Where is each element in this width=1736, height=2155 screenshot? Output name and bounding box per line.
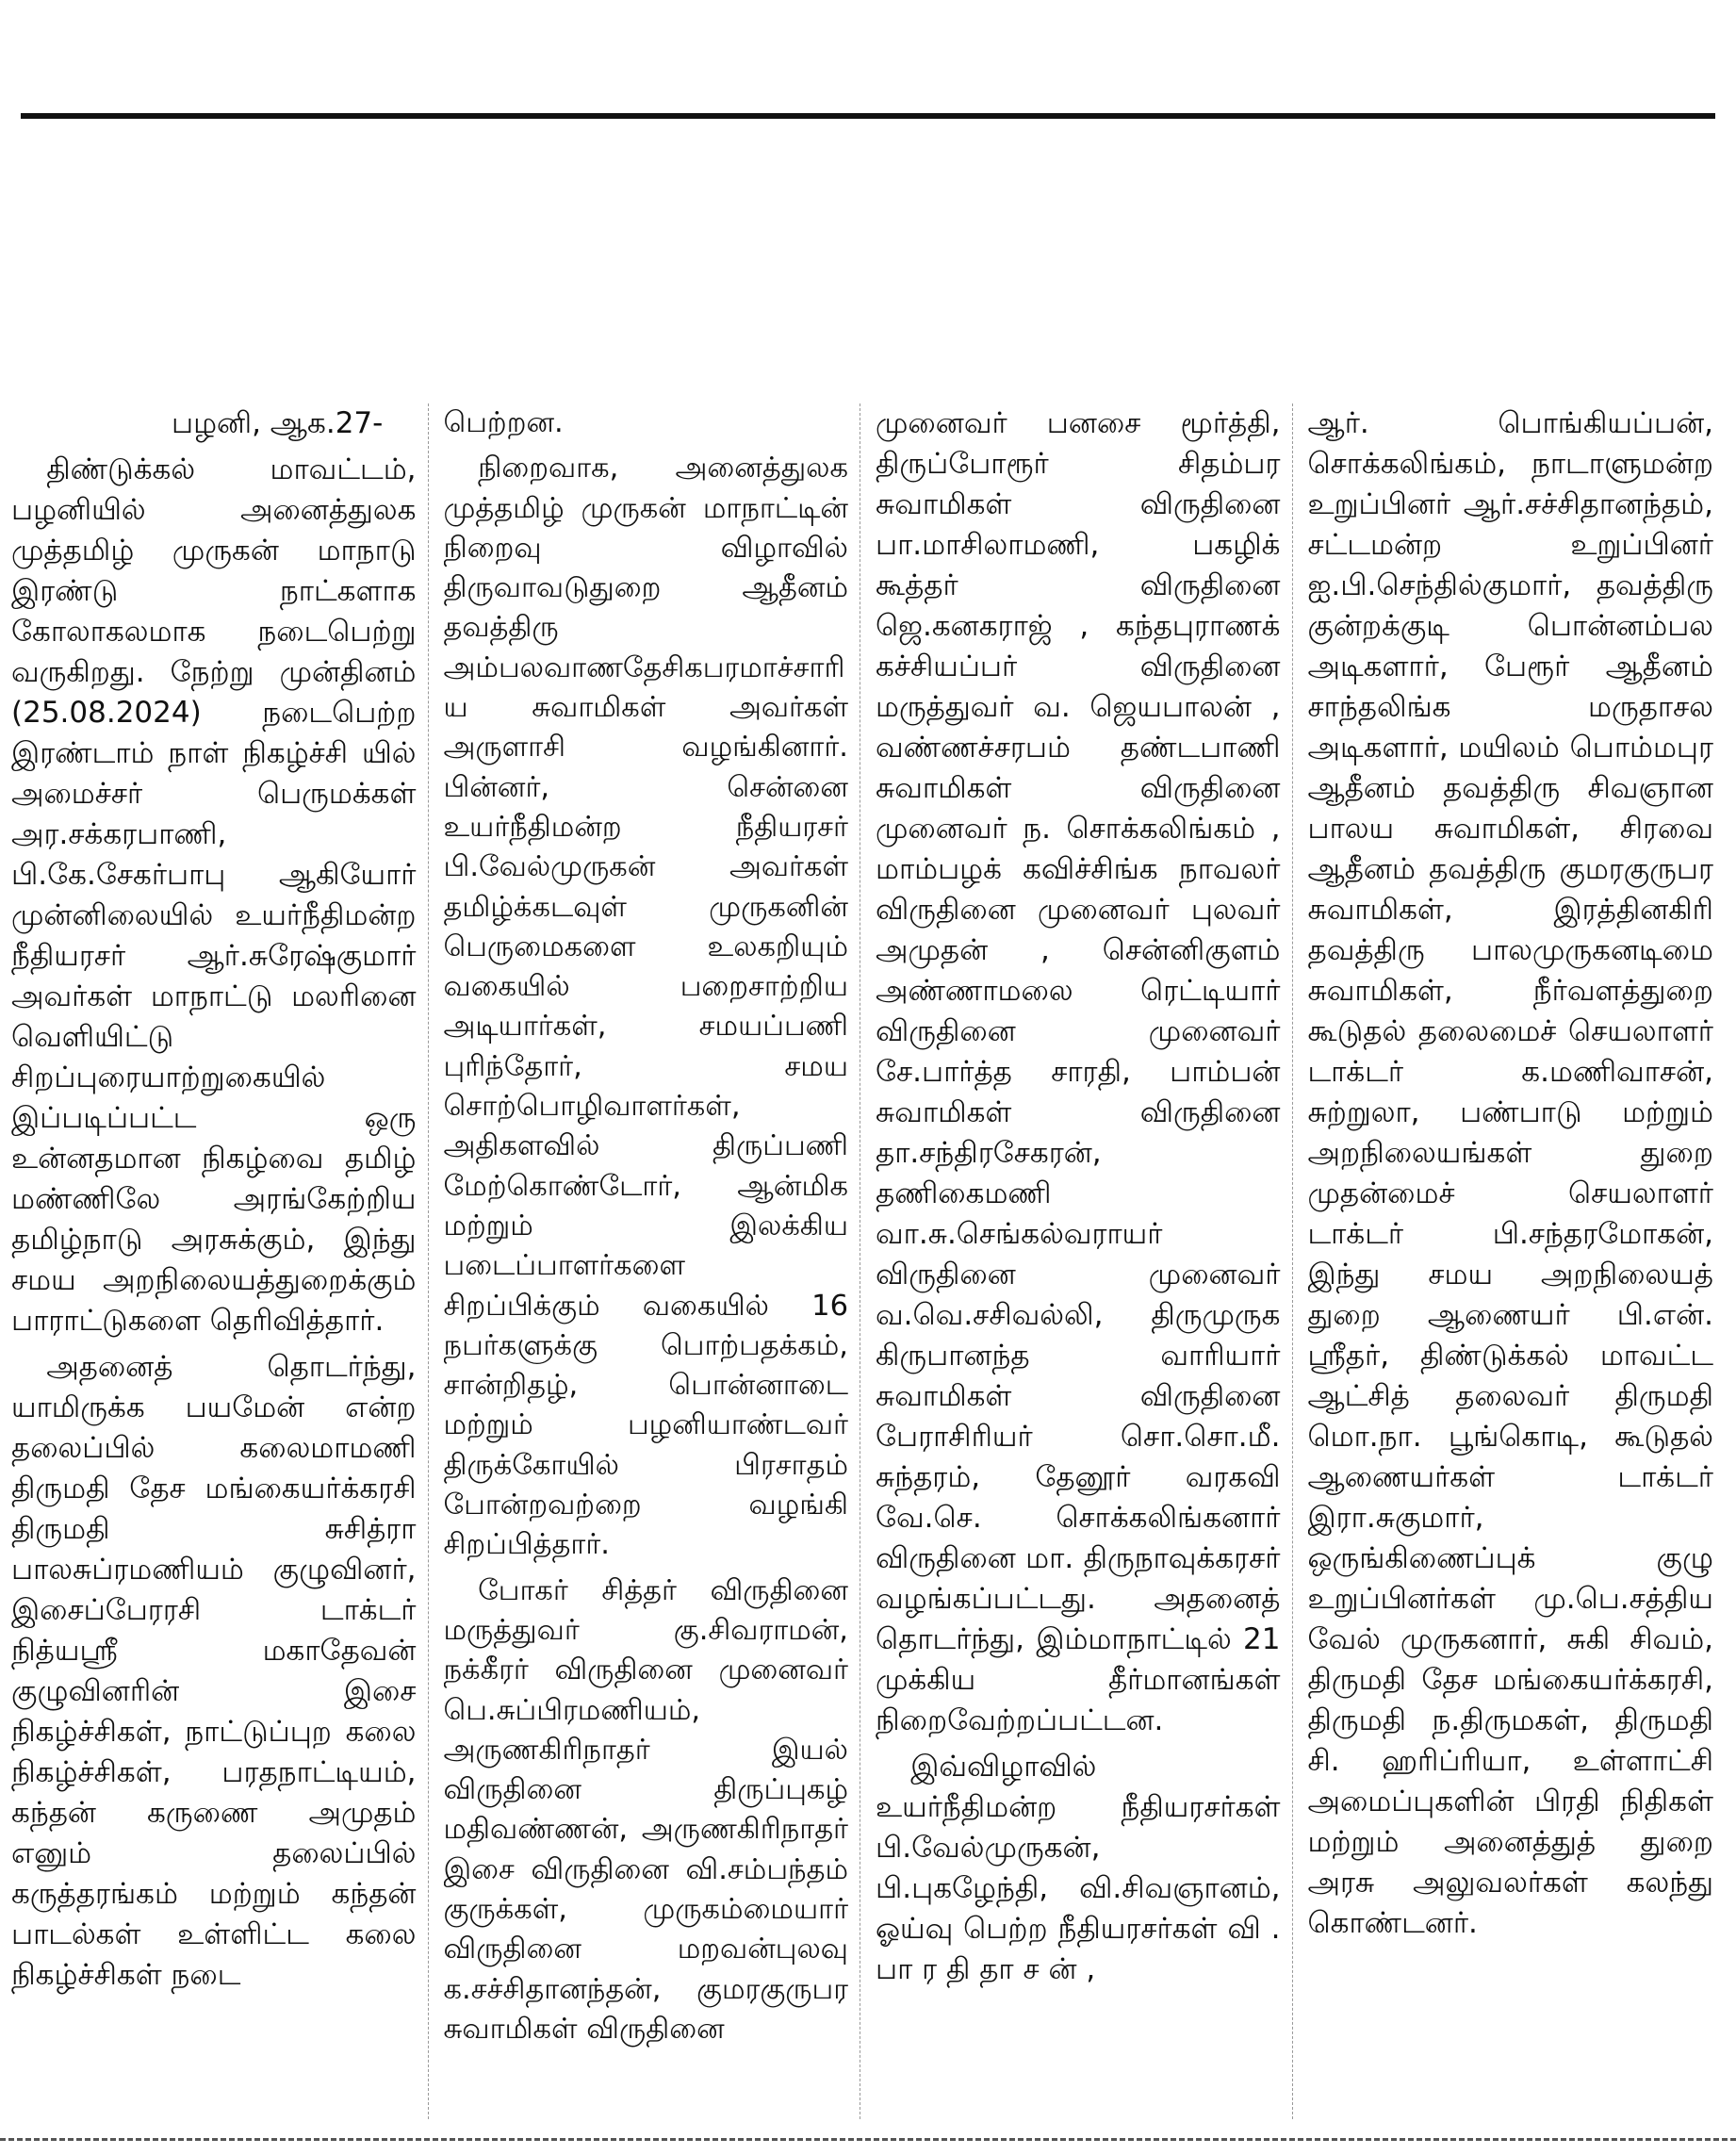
dateline: பழனி, ஆக.27- bbox=[172, 406, 384, 440]
headline-sub bbox=[0, 300, 1736, 394]
article-column-3 bbox=[876, 403, 1293, 2119]
paragraph: முனைவர் பனசை மூர்த்தி, திருப்போரூர் சிதம்பர சுவாமிகள் விருதினை பா.மாசிலாமணி, பகழிக் கூத்தர் விருதினை ஜெ.கனகராஜ் , கந்தபுராணக் கச்சியப்பர் விருதினை மருத்துவர் வ. ஜெயபாலன் , வண்ணச்சரபம் தண்டபாணி சுவாமிகள் விருதினை முனைவர் ந. சொக்கலிங்கம் , மாம்பழக் கவிச்சிங்க நாவலர் விருதினை முனைவர் புலவர் அமுதன் , சென்னிகுளம் அண்ணாமலை ரெட்டியார் விருதினை முனைவர் சே.பார்த்த சாரதி, பாம்பன் சுவாமிகள் விருதினை தா.சந்திரசேகரன், தணிகைமணி வா.சு.செங்கல்வராயர் விருதினை முனைவர் வ.வெ.சசிவல்லி, திருமுருக கிருபானந்த வாரியார் சுவாமிகள் விருதினை பேராசிரியர் சொ.சொ.மீ. சுந்தரம், தேனூர் வரகவி வே.செ. சொக்கலிங்கனார் விருதினை மா. திருநாவுக்கரசர் வழங்கப்பட்டது. அதனைத் தொடர்ந்து, இம்மாநாட்டில் 21 முக்கிய தீர்மானங்கள் நிறைவேற்றப்பட்டன. bbox=[876, 406, 1281, 1737]
article-column-4 bbox=[1308, 403, 1726, 2119]
paragraph: ஆர். பொங்கியப்பன், சொக்கலிங்கம், நாடாளுமன்ற உறுப்பினர் ஆர்.சச்சிதானந்தம், சட்டமன்ற உறுப்பினர் ஐ.பி.செந்தில்குமார், தவத்திரு குன்றக்குடி பொன்னம்பல அடிகளார், பேரூர் ஆதீனம் சாந்தலிங்க மருதாசல அடிகளார், மயிலம் பொம்மபுர ஆதீனம் தவத்திரு சிவஞான பாலய சுவாமிகள், சிரவை ஆதீனம் தவத்திரு குமரகுருபர சுவாமிகள், இரத்தினகிரி தவத்திரு பாலமுருகனடிமை சுவாமிகள், நீர்வளத்துறை கூடுதல் தலைமைச் செயலாளர் டாக்டர் க.மணிவாசன், சுற்றுலா, பண்பாடு மற்றும் அறநிலையங்கள் துறை முதன்மைச் செயலாளர் டாக்டர் பி.சந்தரமோகன், இந்து சமய அறநிலையத் துறை ஆணையர் பி.என். ஸ்ரீதர், திண்டுக்கல் மாவட்ட ஆட்சித் தலைவர் திருமதி மொ.நா. பூங்கொடி, கூடுதல் ஆணையர்கள் டாக்டர் இரா.சுகுமார், ஒருங்கிணைப்புக் குழு உறுப்பினர்கள் மு.பெ.சத்திய வேல் முருகனார், சுகி சிவம், திருமதி தேச மங்கையர்க்கரசி, திருமதி ந.திருமகள், திருமதி சி. ஹரிப்ரியா, உள்ளாட்சி அமைப்புகளின் பிரதி நிதிகள் மற்றும் அனைத்துத் துறை அரசு அலுவலர்கள் கலந்து கொண்டனர். bbox=[1307, 406, 1713, 1940]
article-column-1 bbox=[11, 403, 429, 2119]
article-columns bbox=[11, 403, 1725, 2119]
paragraph: இவ்விழாவில் உயர்நீதிமன்ற நீதியரசர்கள் பி.வேல்முருகன், பி.புகழேந்தி, வி.சிவஞானம், ஓய்வு பெற்ற நீதியரசர்கள் வி . பா ர தி தா ச ன் , bbox=[876, 1750, 1281, 1986]
paragraph: நிறைவாக, அனைத்துலக முத்தமிழ் முருகன் மாநாட்டின் நிறைவு விழாவில் திருவாவடுதுறை ஆதீனம் தவத்திரு அம்பலவாணதேசிகபரமாச்சாரிய சுவாமிகள் அவர்கள் அருளாசி வழங்கினார். பின்னர், சென்னை உயர்நீதிமன்ற நீதியரசர் பி.வேல்முருகன் அவர்கள் தமிழ்க்கடவுள் முருகனின் பெருமைகளை உலகறியும் வகையில் பறைசாற்றிய அடியார்கள், சமயப்பணி புரிந்தோர், சமய சொற்பொழிவாளர்கள், அதிகளவில் திருப்பணி மேற்கொண்டோர், ஆன்மிக மற்றும் இலக்கிய படைப்பாளர்களை சிறப்பிக்கும் வகையில் 16 நபர்களுக்கு பொற்பதக்கம், சான்றிதழ், பொன்னாடை மற்றும் பழனியாண்டவர் திருக்கோயில் பிரசாதம் போன்றவற்றை வழங்கி சிறப்பித்தார். bbox=[443, 452, 848, 1562]
bottom-dashed-rule bbox=[0, 2138, 1736, 2141]
paragraph: பெற்றன. bbox=[443, 406, 564, 439]
article-column-2 bbox=[444, 403, 861, 2119]
paragraph: திண்டுக்கல் மாவட்டம், பழனியில் அனைத்துலக முத்தமிழ் முருகன் மாநாடு இரண்டு நாட்களாக கோலாகலமாக நடைபெற்று வருகிறது. நேற்று முன்தினம் (25.08.2024) நடைபெற்ற இரண்டாம் நாள் நிகழ்ச்சி யில் அமைச்சர் பெருமக்கள் அர.சக்கரபாணி, பி.கே.சேகர்பாபு ஆகியோர் முன்னிலையில் உயர்நீதிமன்ற நீதியரசர் ஆர்.சுரேஷ்குமார் அவர்கள் மாநாட்டு மலரினை வெளியிட்டு சிறப்புரையாற்றுகையில் இப்படிப்பட்ட ஒரு உன்னதமான நிகழ்வை தமிழ் மண்ணிலே அரங்கேற்றிய தமிழ்நாடு அரசுக்கும், இந்து சமய அறநிலையத்துறைக்கும் பாராட்டுகளை தெரிவித்தார். bbox=[11, 452, 417, 1338]
paragraph: அதனைத் தொடர்ந்து, யாமிருக்க பயமேன் என்ற தலைப்பில் கலைமாமணி திருமதி தேச மங்கையர்க்கரசி திருமதி சுசித்ரா பாலசுப்ரமணியம் குழுவினர், இசைப்பேரரசி டாக்டர் நித்யஸ்ரீ மகாதேவன் குழுவினரின் இசை நிகழ்ச்சிகள், நாட்டுப்புற கலை நிகழ்ச்சிகள், பரதநாட்டியம், கந்தன் கருணை அமுதம் எனும் தலைப்பில் கருத்தரங்கம் மற்றும் கந்தன் பாடல்கள் உள்ளிட்ட கலை நிகழ்ச்சிகள் நடை bbox=[11, 1350, 417, 1992]
paragraph: போகர் சித்தர் விருதினை மருத்துவர் கு.சிவராமன், நக்கீரர் விருதினை முனைவர் பெ.சுப்பிரமணியம், அருணகிரிநாதர் இயல் விருதினை திருப்புகழ் மதிவண்ணன், அருணகிரிநாதர் இசை விருதினை வி.சம்பந்தம் குருக்கள், முருகம்மையார் விருதினை மறவன்புலவு க.சச்சிதானந்தன், குமரகுருபர சுவாமிகள் விருதினை bbox=[443, 1573, 848, 2046]
